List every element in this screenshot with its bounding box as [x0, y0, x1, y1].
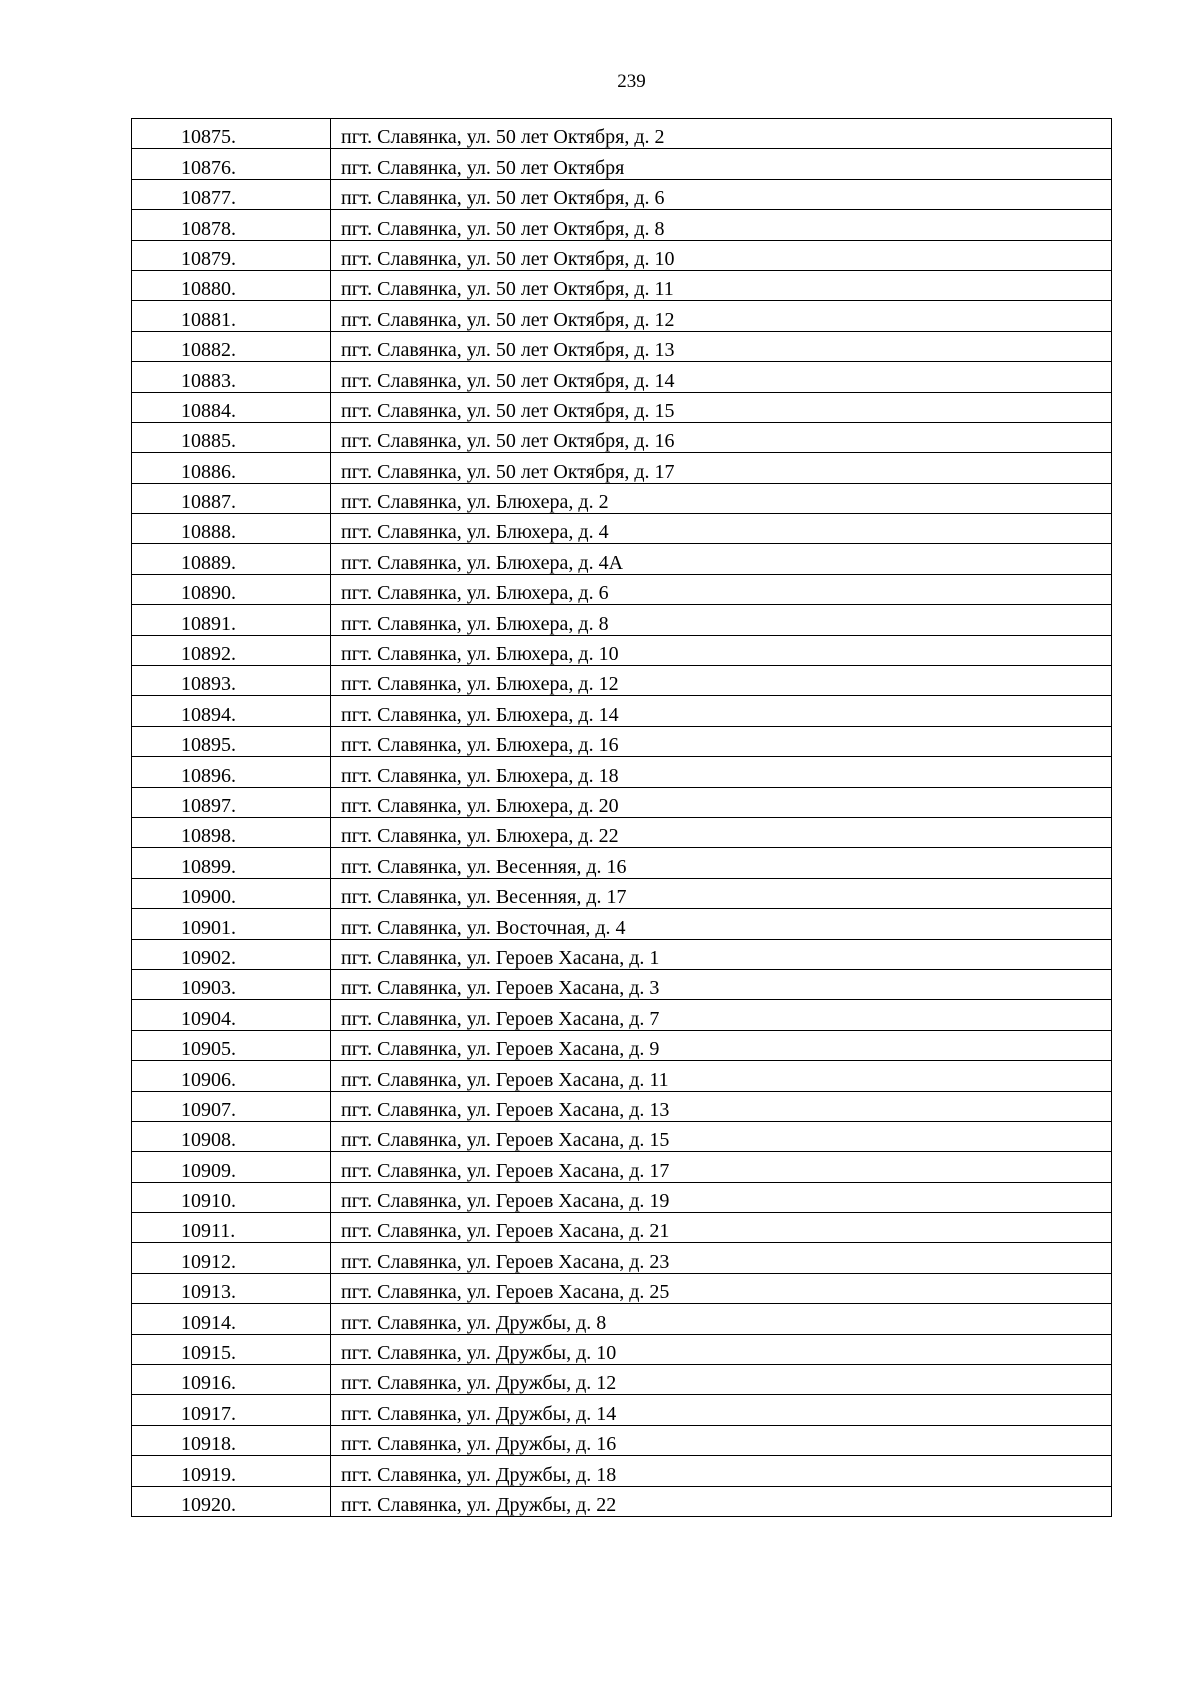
- row-address: пгт. Славянка, ул. Блюхера, д. 18: [331, 757, 1112, 787]
- table-row: [132, 1213, 1112, 1243]
- row-number: 10900.: [132, 878, 331, 908]
- row-address: пгт. Славянка, ул. Блюхера, д. 16: [331, 726, 1112, 756]
- row-number: 10904.: [132, 1000, 331, 1030]
- row-address: пгт. Славянка, ул. Блюхера, д. 4: [331, 514, 1112, 544]
- table-row: [132, 817, 1112, 847]
- table-row: [132, 787, 1112, 817]
- table-row: [132, 1000, 1112, 1030]
- row-address: пгт. Славянка, ул. Блюхера, д. 12: [331, 666, 1112, 696]
- table-row: [132, 969, 1112, 999]
- row-number: 10885.: [132, 422, 331, 452]
- row-address: пгт. Славянка, ул. 50 лет Октября, д. 14: [331, 362, 1112, 392]
- row-number: 10886.: [132, 453, 331, 483]
- table-row: [132, 1425, 1112, 1455]
- row-address: пгт. Славянка, ул. Блюхера, д. 6: [331, 574, 1112, 604]
- table-row: [132, 757, 1112, 787]
- table-row: [132, 939, 1112, 969]
- row-number: 10912.: [132, 1243, 331, 1273]
- row-number: 10898.: [132, 817, 331, 847]
- table-row: [132, 362, 1112, 392]
- row-address: пгт. Славянка, ул. Дружбы, д. 22: [331, 1486, 1112, 1516]
- row-number: 10899.: [132, 848, 331, 878]
- row-address: пгт. Славянка, ул. Весенняя, д. 17: [331, 878, 1112, 908]
- table-row: [132, 1456, 1112, 1486]
- table-row: [132, 1273, 1112, 1303]
- row-address: пгт. Славянка, ул. Блюхера, д. 2: [331, 483, 1112, 513]
- table-row: [132, 1152, 1112, 1182]
- row-address: пгт. Славянка, ул. Героев Хасана, д. 15: [331, 1121, 1112, 1151]
- row-address: пгт. Славянка, ул. 50 лет Октября, д. 17: [331, 453, 1112, 483]
- row-address: пгт. Славянка, ул. Дружбы, д. 10: [331, 1334, 1112, 1364]
- row-address: пгт. Славянка, ул. Героев Хасана, д. 19: [331, 1182, 1112, 1212]
- row-number: 10910.: [132, 1182, 331, 1212]
- table-row: [132, 331, 1112, 361]
- row-address: пгт. Славянка, ул. Блюхера, д. 8: [331, 605, 1112, 635]
- row-number: 10908.: [132, 1121, 331, 1151]
- table-row: [132, 666, 1112, 696]
- row-address: пгт. Славянка, ул. 50 лет Октября, д. 15: [331, 392, 1112, 422]
- row-number: 10896.: [132, 757, 331, 787]
- page-number: 239: [617, 71, 646, 92]
- row-number: 10887.: [132, 483, 331, 513]
- table-row: [132, 119, 1112, 149]
- row-number: 10901.: [132, 909, 331, 939]
- row-address: пгт. Славянка, ул. 50 лет Октября, д. 8: [331, 210, 1112, 240]
- row-number: 10913.: [132, 1273, 331, 1303]
- row-number: 10876.: [132, 149, 331, 179]
- row-address: пгт. Славянка, ул. 50 лет Октября: [331, 149, 1112, 179]
- table-row: [132, 1121, 1112, 1151]
- row-address: пгт. Славянка, ул. Блюхера, д. 20: [331, 787, 1112, 817]
- row-address: пгт. Славянка, ул. Героев Хасана, д. 1: [331, 939, 1112, 969]
- row-address: пгт. Славянка, ул. 50 лет Октября, д. 12: [331, 301, 1112, 331]
- row-number: 10919.: [132, 1456, 331, 1486]
- row-address: пгт. Славянка, ул. Блюхера, д. 10: [331, 635, 1112, 665]
- row-address: пгт. Славянка, ул. Героев Хасана, д. 11: [331, 1061, 1112, 1091]
- table-row: [132, 574, 1112, 604]
- row-address: пгт. Славянка, ул. Блюхера, д. 14: [331, 696, 1112, 726]
- table-row: [132, 909, 1112, 939]
- row-number: 10895.: [132, 726, 331, 756]
- row-number: 10911.: [132, 1213, 331, 1243]
- row-address: пгт. Славянка, ул. Восточная, д. 4: [331, 909, 1112, 939]
- row-address: пгт. Славянка, ул. Героев Хасана, д. 17: [331, 1152, 1112, 1182]
- row-number: 10920.: [132, 1486, 331, 1516]
- table-row: [132, 878, 1112, 908]
- row-address: пгт. Славянка, ул. Дружбы, д. 14: [331, 1395, 1112, 1425]
- row-number: 10897.: [132, 787, 331, 817]
- table-row: [132, 1304, 1112, 1334]
- row-number: 10877.: [132, 179, 331, 209]
- row-number: 10893.: [132, 666, 331, 696]
- row-number: 10909.: [132, 1152, 331, 1182]
- table-row: [132, 422, 1112, 452]
- row-number: 10889.: [132, 544, 331, 574]
- table-row: [132, 483, 1112, 513]
- row-address: пгт. Славянка, ул. Героев Хасана, д. 9: [331, 1030, 1112, 1060]
- row-address: пгт. Славянка, ул. Героев Хасана, д. 23: [331, 1243, 1112, 1273]
- row-address: пгт. Славянка, ул. 50 лет Октября, д. 16: [331, 422, 1112, 452]
- row-address: пгт. Славянка, ул. Дружбы, д. 16: [331, 1425, 1112, 1455]
- row-number: 10884.: [132, 392, 331, 422]
- row-address: пгт. Славянка, ул. Героев Хасана, д. 21: [331, 1213, 1112, 1243]
- row-address: пгт. Славянка, ул. 50 лет Октября, д. 6: [331, 179, 1112, 209]
- row-address: пгт. Славянка, ул. Героев Хасана, д. 7: [331, 1000, 1112, 1030]
- table-row: [132, 635, 1112, 665]
- row-address: пгт. Славянка, ул. 50 лет Октября, д. 10: [331, 240, 1112, 270]
- table-row: [132, 1365, 1112, 1395]
- row-number: 10882.: [132, 331, 331, 361]
- row-number: 10888.: [132, 514, 331, 544]
- table-row: [132, 1030, 1112, 1060]
- row-number: 10902.: [132, 939, 331, 969]
- table-row: [132, 210, 1112, 240]
- table-row: [132, 1091, 1112, 1121]
- table-row: [132, 270, 1112, 300]
- row-number: 10890.: [132, 574, 331, 604]
- table-row: [132, 726, 1112, 756]
- row-address: пгт. Славянка, ул. Дружбы, д. 18: [331, 1456, 1112, 1486]
- row-address: пгт. Славянка, ул. Блюхера, д. 4А: [331, 544, 1112, 574]
- row-number: 10905.: [132, 1030, 331, 1060]
- table-row: [132, 240, 1112, 270]
- row-number: 10906.: [132, 1061, 331, 1091]
- row-address: пгт. Славянка, ул. 50 лет Октября, д. 11: [331, 270, 1112, 300]
- table-row: [132, 1061, 1112, 1091]
- row-address: пгт. Славянка, ул. Дружбы, д. 8: [331, 1304, 1112, 1334]
- row-number: 10891.: [132, 605, 331, 635]
- row-number: 10917.: [132, 1395, 331, 1425]
- row-address: пгт. Славянка, ул. Героев Хасана, д. 25: [331, 1273, 1112, 1303]
- row-address: пгт. Славянка, ул. Героев Хасана, д. 3: [331, 969, 1112, 999]
- row-number: 10883.: [132, 362, 331, 392]
- row-number: 10892.: [132, 635, 331, 665]
- row-number: 10903.: [132, 969, 331, 999]
- table-row: [132, 1486, 1112, 1516]
- table-row: [132, 848, 1112, 878]
- table-row: [132, 605, 1112, 635]
- row-address: пгт. Славянка, ул. Героев Хасана, д. 13: [331, 1091, 1112, 1121]
- address-table-body: [132, 119, 1112, 1517]
- row-number: 10915.: [132, 1334, 331, 1364]
- table-row: [132, 1334, 1112, 1364]
- table-row: [132, 301, 1112, 331]
- table-row: [132, 514, 1112, 544]
- row-address: пгт. Славянка, ул. Блюхера, д. 22: [331, 817, 1112, 847]
- row-address: пгт. Славянка, ул. Весенняя, д. 16: [331, 848, 1112, 878]
- table-row: [132, 1395, 1112, 1425]
- row-number: 10878.: [132, 210, 331, 240]
- table-row: [132, 179, 1112, 209]
- row-number: 10881.: [132, 301, 331, 331]
- row-address: пгт. Славянка, ул. Дружбы, д. 12: [331, 1365, 1112, 1395]
- table-row: [132, 544, 1112, 574]
- table-row: [132, 1243, 1112, 1273]
- row-number: 10916.: [132, 1365, 331, 1395]
- address-table: [131, 118, 1112, 1517]
- table-row: [132, 696, 1112, 726]
- row-number: 10879.: [132, 240, 331, 270]
- table-row: [132, 453, 1112, 483]
- row-number: 10918.: [132, 1425, 331, 1455]
- row-address: пгт. Славянка, ул. 50 лет Октября, д. 2: [331, 119, 1112, 149]
- row-number: 10914.: [132, 1304, 331, 1334]
- table-row: [132, 392, 1112, 422]
- row-number: 10880.: [132, 270, 331, 300]
- row-address: пгт. Славянка, ул. 50 лет Октября, д. 13: [331, 331, 1112, 361]
- table-row: [132, 1182, 1112, 1212]
- table-row: [132, 149, 1112, 179]
- row-number: 10907.: [132, 1091, 331, 1121]
- row-number: 10875.: [132, 119, 331, 149]
- row-number: 10894.: [132, 696, 331, 726]
